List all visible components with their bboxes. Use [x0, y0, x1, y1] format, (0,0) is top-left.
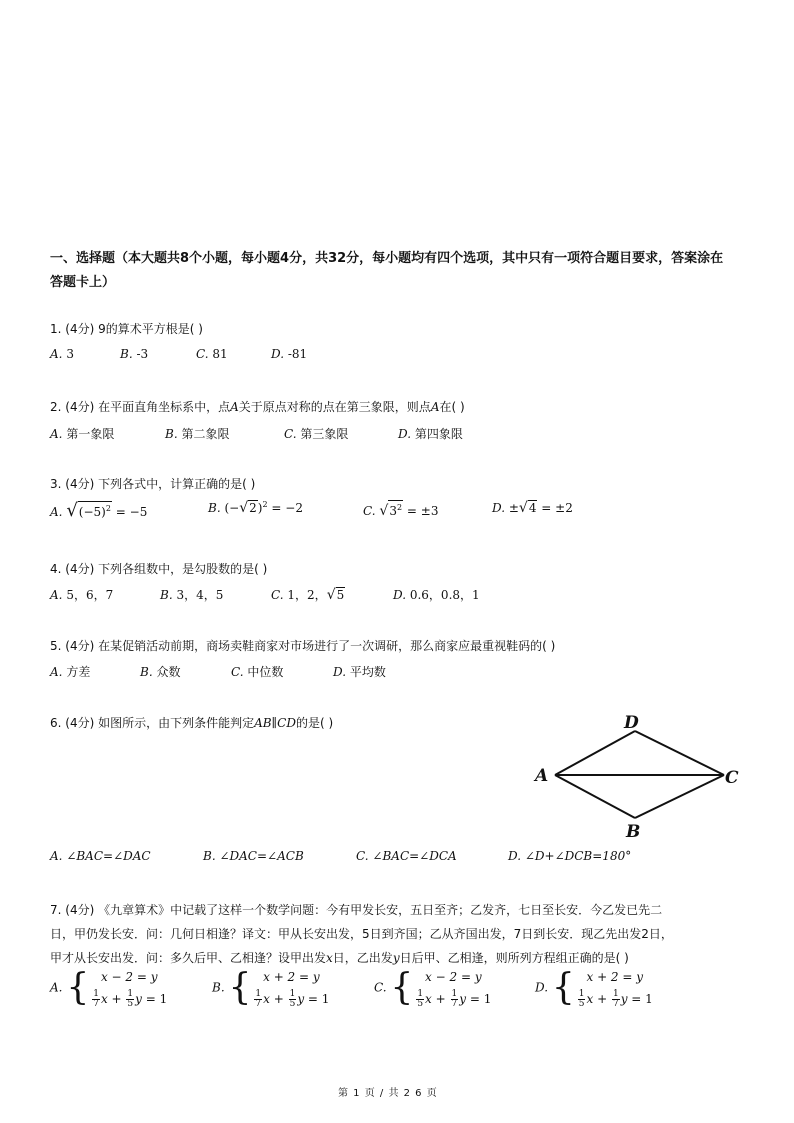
q7-option-a[interactable]: A. { x − 2 = y $\frac{1}{7}$ x + $\frac{1}{5}$ y = 1: [50, 967, 168, 1009]
vertex-label-b: B: [626, 822, 641, 842]
vertex-label-c: C: [725, 768, 739, 788]
equation-system: { x − 2 = y $\frac{1}{5}$ x + $\frac{1}{7}$ y = 1: [390, 967, 492, 1009]
q1-option-b[interactable]: B. -3: [120, 347, 149, 361]
q3-option-c[interactable]: C. $√3^2 = \pm 3$: [363, 500, 438, 519]
question-5: [50, 637, 555, 654]
q7-option-d[interactable]: D. { x + 2 = y $\frac{1}{5}$ x + $\frac{1}{7}$ y = 1: [535, 967, 653, 1009]
q1-option-a[interactable]: A. 3: [50, 347, 74, 361]
q2-option-a[interactable]: A. 第一象限: [50, 427, 115, 441]
q5-option-c[interactable]: C. 中位数: [231, 665, 284, 679]
q6-option-c[interactable]: C. ∠BAC=∠DCA: [356, 849, 457, 863]
q2-option-b[interactable]: B. 第二象限: [165, 427, 230, 441]
q6-option-d[interactable]: D. ∠D+∠DCB=180°: [508, 849, 632, 863]
question-score: (4分): [65, 322, 95, 336]
segment-dc: [635, 731, 724, 775]
question-1: [50, 320, 203, 337]
q7-option-b[interactable]: B. { x + 2 = y $\frac{1}{7}$ x + $\frac{1}{5}$ y = 1: [212, 967, 330, 1009]
question-7-line3: 甲才从长安出发．问：多久后甲、乙相逢？设甲出发x日，乙出发y日后甲、乙相逢，则所列方程组正确的是( ): [50, 951, 629, 965]
equation-system: { x + 2 = y $\frac{1}{7}$ x + $\frac{1}{5}$ y = 1: [228, 967, 330, 1009]
question-stem: 在某促销活动前期，商场卖鞋商家对市场进行了一次调研，那么商家应最重视鞋码的( ): [98, 639, 556, 653]
q6-option-b[interactable]: B. ∠DAC=∠ACB: [203, 849, 304, 863]
question-score: (4分): [65, 477, 95, 491]
question-stem: 下列各组数中，是勾股数的是( ): [98, 562, 268, 576]
q6-option-a[interactable]: A. ∠BAC=∠DAC: [50, 849, 151, 863]
question-number: 4.: [50, 562, 62, 576]
q1-option-c[interactable]: C. 81: [196, 347, 228, 361]
question-3: [50, 475, 255, 492]
question-score: (4分): [65, 639, 95, 653]
question-stem: 9的算术平方根是( ): [98, 322, 203, 336]
question-score: (4分): [65, 400, 95, 414]
question-score: (4分): [65, 903, 95, 917]
question-number: 3.: [50, 477, 62, 491]
question-number: 5.: [50, 639, 62, 653]
equation-system: { x − 2 = y $\frac{1}{7}$ x + $\frac{1}{5}$ y = 1: [66, 967, 168, 1009]
section-title-line2: 答题卡上）: [50, 275, 116, 290]
q4-option-a[interactable]: A. 5，6，7: [50, 588, 114, 602]
question-number: 2.: [50, 400, 62, 414]
page-footer: 第 1 页 / 共 2 6 页: [338, 1088, 438, 1099]
question-4: [50, 560, 267, 577]
question-number: 1.: [50, 322, 62, 336]
question-score: (4分): [65, 562, 95, 576]
question-2: 2. (4分) 在平面直角坐标系中，点A关于原点对称的点在第三象限，则点A在( ): [50, 400, 465, 414]
question-7-line2: 日，甲仍发长安．问：几何日相逢？译文：甲从长安出发，5日到齐国；乙从齐国出发，7日到长安．现乙先出发2日，: [50, 927, 673, 941]
vertex-label-a: A: [535, 766, 549, 786]
q4-option-b[interactable]: B. 3，4，5: [160, 588, 224, 602]
q5-option-a[interactable]: A. 方差: [50, 665, 91, 679]
q4-option-c[interactable]: C. 1，2，√5: [271, 587, 345, 603]
vertex-label-d: D: [624, 713, 639, 733]
q3-option-a[interactable]: A. $√(-5)^2 = -5$: [50, 500, 148, 521]
geometry-figure: [525, 705, 755, 850]
segment-ad: [555, 731, 635, 775]
radicand: $(-5)^2$: [78, 501, 112, 519]
q5-option-b[interactable]: B. 众数: [140, 665, 181, 679]
q2-option-d[interactable]: D. 第四象限: [398, 427, 463, 441]
q3-option-d[interactable]: D. ±√4 = ±2: [492, 500, 573, 516]
equation-system: { x + 2 = y $\frac{1}{5}$ x + $\frac{1}{7}$ y = 1: [551, 967, 653, 1009]
question-number: 7.: [50, 903, 62, 917]
q7-option-c[interactable]: C. { x − 2 = y $\frac{1}{5}$ x + $\frac{1}{7}$ y = 1: [374, 967, 492, 1009]
q2-option-c[interactable]: C. 第三象限: [284, 427, 349, 441]
q4-option-d[interactable]: D. 0.6，0.8，1: [393, 588, 480, 602]
segment-bc: [635, 775, 724, 818]
q5-option-d[interactable]: D. 平均数: [333, 665, 386, 679]
question-number: 6.: [50, 716, 62, 730]
section-title-line1: 一、选择题（本大题共8个小题，每小题4分，共32分，每小题均有四个选项，其中只有一项符合题目要求，答案涂在: [50, 251, 724, 266]
q3-option-b[interactable]: B. $(-√2)^2 = -2$: [208, 500, 303, 516]
question-7-line1: 7. (4分) 《九章算术》中记载了这样一个数学问题：今有甲发长安，五日至齐；乙发齐，七日至长安．今乙发已先二: [50, 903, 663, 917]
question-stem: 下列各式中，计算正确的是( ): [98, 477, 256, 491]
q1-option-d[interactable]: D. -81: [271, 347, 308, 361]
segment-ab: [555, 775, 635, 818]
question-6: 6. (4分) 如图所示，由下列条件能判定AB∥CD的是( ): [50, 716, 334, 730]
radical-sign: √: [66, 500, 78, 521]
question-score: (4分): [65, 716, 95, 730]
